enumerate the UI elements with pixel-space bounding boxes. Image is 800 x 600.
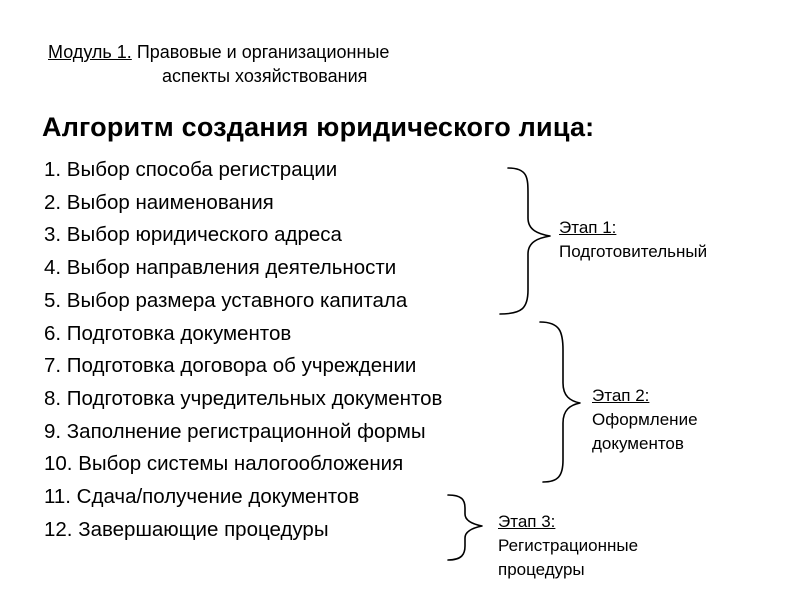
- stage-1-title: Этап 1:: [559, 218, 617, 237]
- stage-1: [559, 216, 707, 264]
- step-item: 10. Выбор системы налогообложения: [44, 452, 404, 476]
- slide-header: [48, 40, 390, 86]
- module-subject-line-1: Правовые и организационные: [136, 42, 390, 62]
- stage-1-line-1: Подготовительный: [559, 242, 708, 261]
- step-item: 5. Выбор размера уставного капитала: [44, 288, 408, 312]
- stage-3-line-2: процедуры: [498, 560, 585, 579]
- step-item: 1. Выбор способа регистрации: [44, 158, 338, 181]
- stage-2-line-1: Оформление: [592, 410, 698, 429]
- step-item: 3. Выбор юридического адреса: [44, 223, 342, 247]
- slide-title: Алгоритм создания юридического лица:: [42, 112, 595, 142]
- stage-3-title: Этап 3:: [498, 512, 556, 531]
- stage-2-title: Этап 2:: [592, 386, 650, 405]
- step-item: 11. Сдача/получение документов: [44, 485, 360, 509]
- step-item: 2. Выбор наименования: [44, 190, 274, 214]
- stage-2-brace: [540, 322, 580, 482]
- step-item: 4. Выбор направления деятельности: [44, 256, 397, 280]
- stage-2: [592, 384, 698, 456]
- stage-3-line-1: Регистрационные: [498, 536, 639, 555]
- stage-3-brace: [448, 495, 482, 560]
- step-item: 6. Подготовка документов: [44, 321, 292, 345]
- stage-1-brace: [500, 168, 550, 314]
- step-item: 9. Заполнение регистрационной формы: [44, 419, 426, 443]
- module-label: Модуль 1.: [48, 42, 132, 62]
- step-item: 7. Подготовка договора об учреждении: [44, 354, 417, 378]
- step-item: 12. Завершающие процедуры: [44, 517, 329, 541]
- module-subject-line-2: аспекты хозяйствования: [162, 66, 368, 86]
- header-line-1: [48, 40, 389, 64]
- step-item: 8. Подготовка учредительных документов: [44, 386, 443, 410]
- stage-3: [498, 510, 638, 582]
- stage-2-line-2: документов: [592, 434, 684, 453]
- steps-list: [44, 154, 442, 546]
